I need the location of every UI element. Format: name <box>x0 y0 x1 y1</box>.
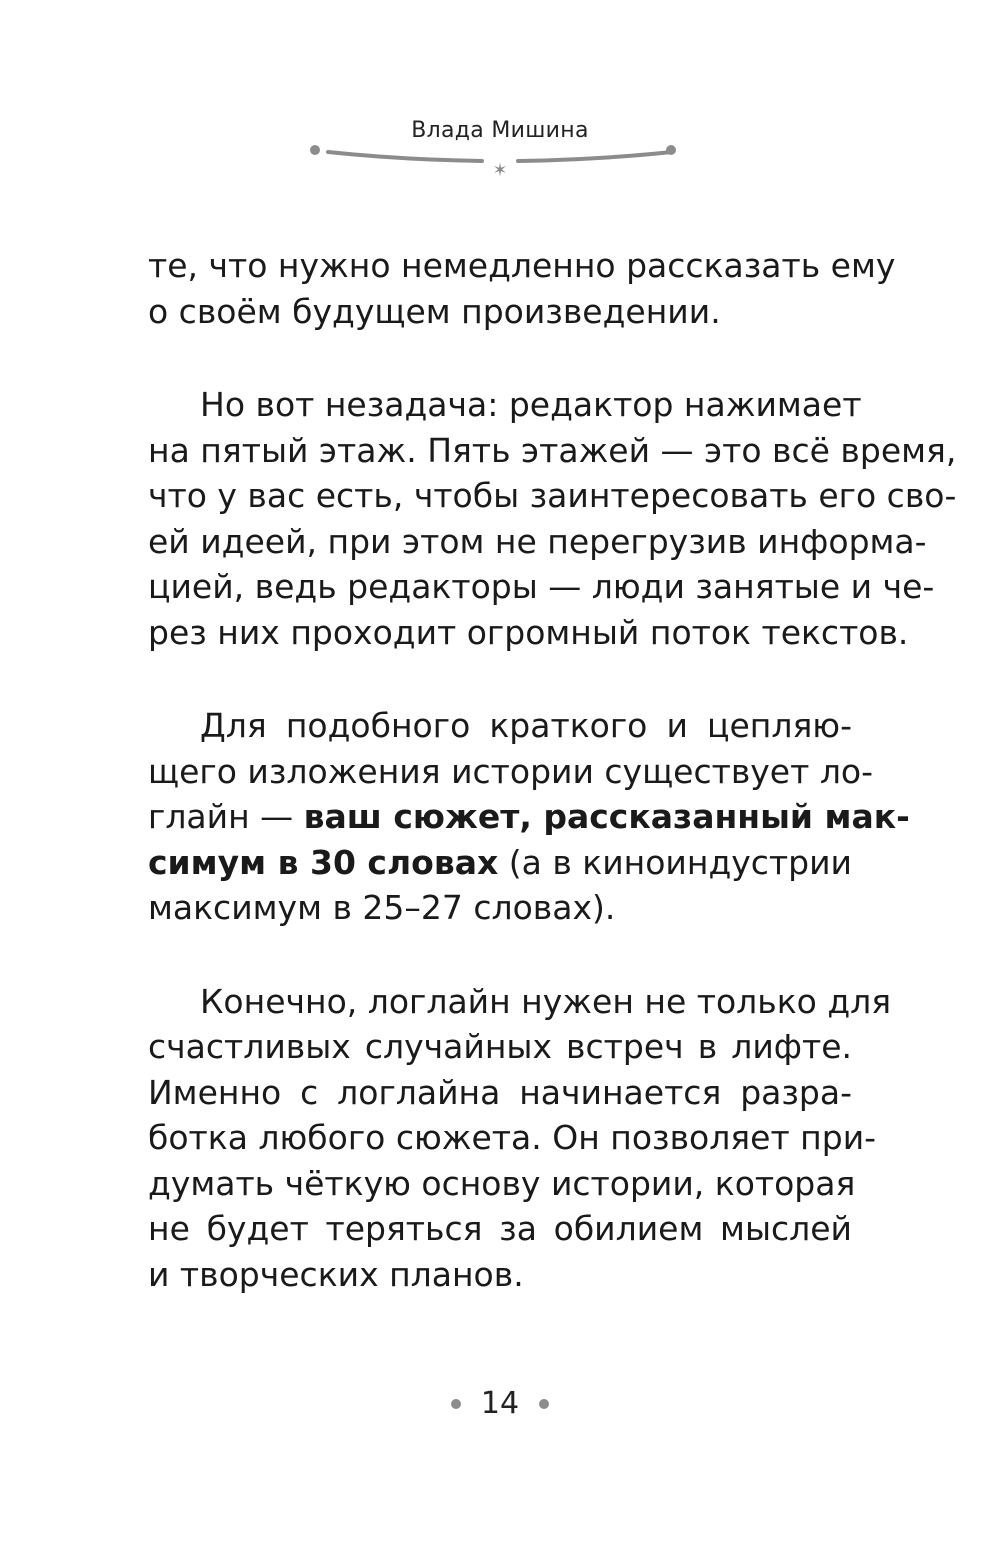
text-line: думать чёткую основу истории, которая <box>148 1163 856 1203</box>
text-line: Именно с логлайна начинается разра- <box>148 1072 852 1112</box>
emphasis-run: ваш сюжет, рассказанный мак- <box>303 797 910 836</box>
ornament-star-icon: ✶ <box>492 160 508 180</box>
text-line: Но вот незадача: редактор нажимает <box>200 385 862 424</box>
text-line: цией, ведь редакторы — люди занятые и че- <box>148 567 935 606</box>
text-line: щего изложения истории существует ло- <box>148 751 874 791</box>
footer-right-dot <box>539 1399 549 1409</box>
text-line: Для подобного краткого и цепляю- <box>200 706 852 745</box>
paragraph-2 <box>148 382 957 655</box>
paragraph-3 <box>148 703 910 931</box>
ornament-right-swash <box>518 152 672 161</box>
ornament-left-dot <box>310 145 320 155</box>
text-line: о своём будущем произведении. <box>148 291 721 331</box>
text-line: максимум в 25–27 словах). <box>148 888 616 927</box>
page-number: 14 <box>480 1386 520 1421</box>
text-line: те, что нужно немедленно рассказать ему <box>148 246 896 285</box>
header-ornament <box>300 140 700 180</box>
page-body <box>148 243 957 1297</box>
text-line: что у вас есть, чтобы заинтересовать его сво- <box>148 476 957 515</box>
text-line: и творческих планов. <box>148 1254 524 1294</box>
author-name: Влада Мишина <box>411 118 589 143</box>
text-line-mixed <box>148 840 852 886</box>
text-line: не будет теряться за обилием мыслей <box>148 1209 852 1248</box>
text-run: глайн — <box>148 797 304 836</box>
paragraph-1 <box>148 243 896 334</box>
ornament-right-dot <box>666 145 676 155</box>
text-line-mixed <box>148 794 910 840</box>
text-line: счастливых случайных встреч в лифте. <box>148 1027 852 1066</box>
text-line: ботка любого сюжета. Он позволяет при- <box>148 1118 877 1157</box>
page-footer <box>0 1386 1000 1421</box>
text-line: Конечно, логлайн нужен не только для <box>200 981 892 1021</box>
text-run: (а в киноиндустрии <box>498 842 853 882</box>
emphasis-run: симум в 30 словах <box>148 842 499 882</box>
text-line: рез них проходит огромный поток текстов. <box>148 612 909 652</box>
text-line: ей идеей, при этом не перегрузив информа- <box>148 521 927 561</box>
footer-left-dot <box>451 1399 461 1409</box>
paragraph-4 <box>148 979 892 1298</box>
text-line: на пятый этаж. Пять этажей — это всё время, <box>148 430 957 470</box>
ornament-left-swash <box>328 152 482 161</box>
